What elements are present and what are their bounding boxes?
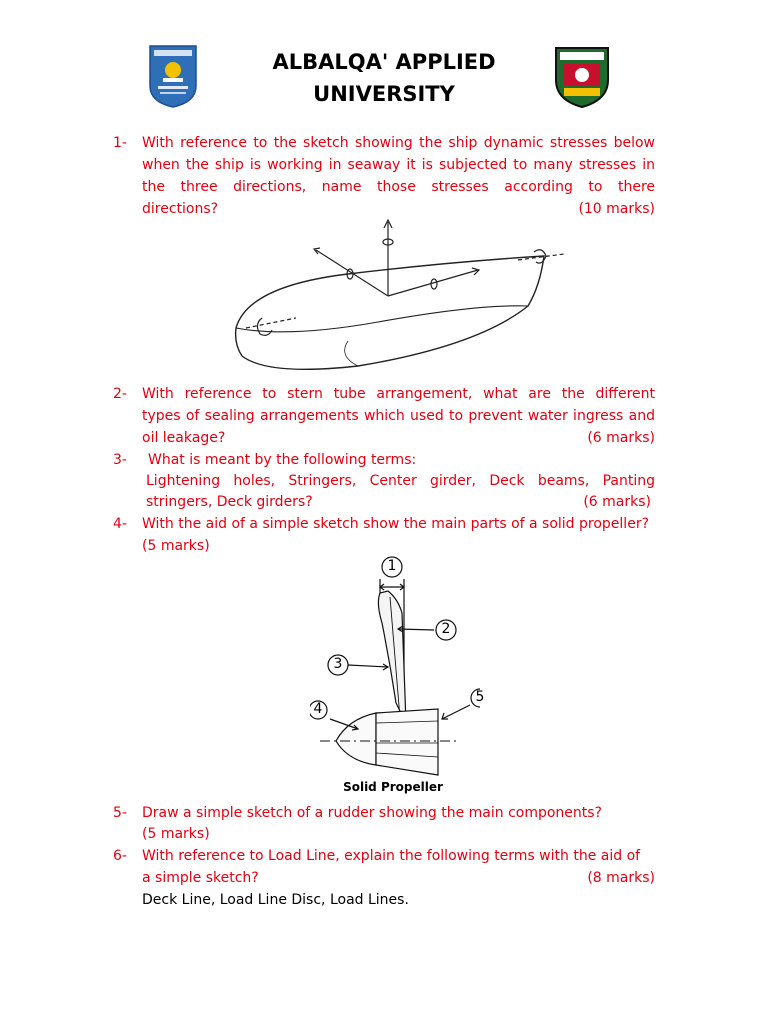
question-2-text-end: oil leakage?: [142, 430, 226, 446]
question-1-text-end: directions?: [142, 201, 219, 217]
question-4-line-2: (5 marks): [142, 538, 210, 554]
question-2-marks: (6 marks): [587, 430, 655, 446]
question-6-line-1: With reference to Load Line, explain the following terms with the aid of: [142, 848, 641, 864]
university-logo-left: [148, 44, 198, 108]
question-3-line-2: Lightening holes, Stringers, Center girder, Deck beams, Panting: [146, 473, 655, 489]
question-6-marks: (8 marks): [587, 870, 655, 886]
propeller-caption: Solid Propeller: [343, 780, 443, 794]
question-1-number: 1-: [113, 135, 127, 151]
question-5-line-1: Draw a simple sketch of a rudder showing the main components?: [142, 805, 602, 821]
callout-2: 2: [441, 621, 451, 637]
callout-4: 4: [313, 701, 323, 717]
callout-5: 5: [475, 689, 485, 705]
ship-stresses-sketch: [228, 216, 568, 376]
question-1-line-1: With reference to the sketch showing the ship dynamic stresses below: [142, 135, 655, 151]
question-1-marks: (10 marks): [578, 201, 655, 217]
callout-1: 1: [387, 558, 397, 574]
question-5-number: 5-: [113, 805, 127, 821]
question-3-text-end: stringers, Deck girders?: [146, 494, 313, 510]
question-4-line-1: With the aid of a simple sketch show the main parts of a solid propeller?: [142, 516, 650, 532]
question-3-number: 3-: [113, 452, 127, 468]
callout-3: 3: [333, 656, 343, 672]
university-title-line1: ALBALQA' APPLIED: [272, 50, 496, 74]
solid-propeller-figure: [310, 553, 480, 798]
university-logo-right: [550, 44, 614, 108]
question-1-line-2: when the ship is working in seaway it is subjected to many stresses in: [142, 157, 655, 173]
question-6-terms: Deck Line, Load Line Disc, Load Lines.: [142, 892, 409, 908]
question-3-line-1: What is meant by the following terms:: [148, 452, 417, 468]
university-title-line2: UNIVERSITY: [313, 82, 455, 106]
question-6-number: 6-: [113, 848, 127, 864]
question-2-number: 2-: [113, 386, 127, 402]
question-3-marks: (6 marks): [583, 494, 651, 510]
question-5-line-2: (5 marks): [142, 826, 210, 842]
question-3-line-3: [146, 491, 651, 513]
question-2-line-1: With reference to stern tube arrangement, what are the different: [142, 386, 655, 402]
question-2-line-3: [142, 427, 655, 449]
question-1-line-3: the three directions, name those stresses according to there: [142, 179, 655, 195]
question-2-line-2: types of sealing arrangements which used to prevent water ingress and: [142, 408, 655, 424]
question-6-text-end: a simple sketch?: [142, 870, 259, 886]
question-4-number: 4-: [113, 516, 127, 532]
question-6-line-2: [142, 867, 655, 889]
